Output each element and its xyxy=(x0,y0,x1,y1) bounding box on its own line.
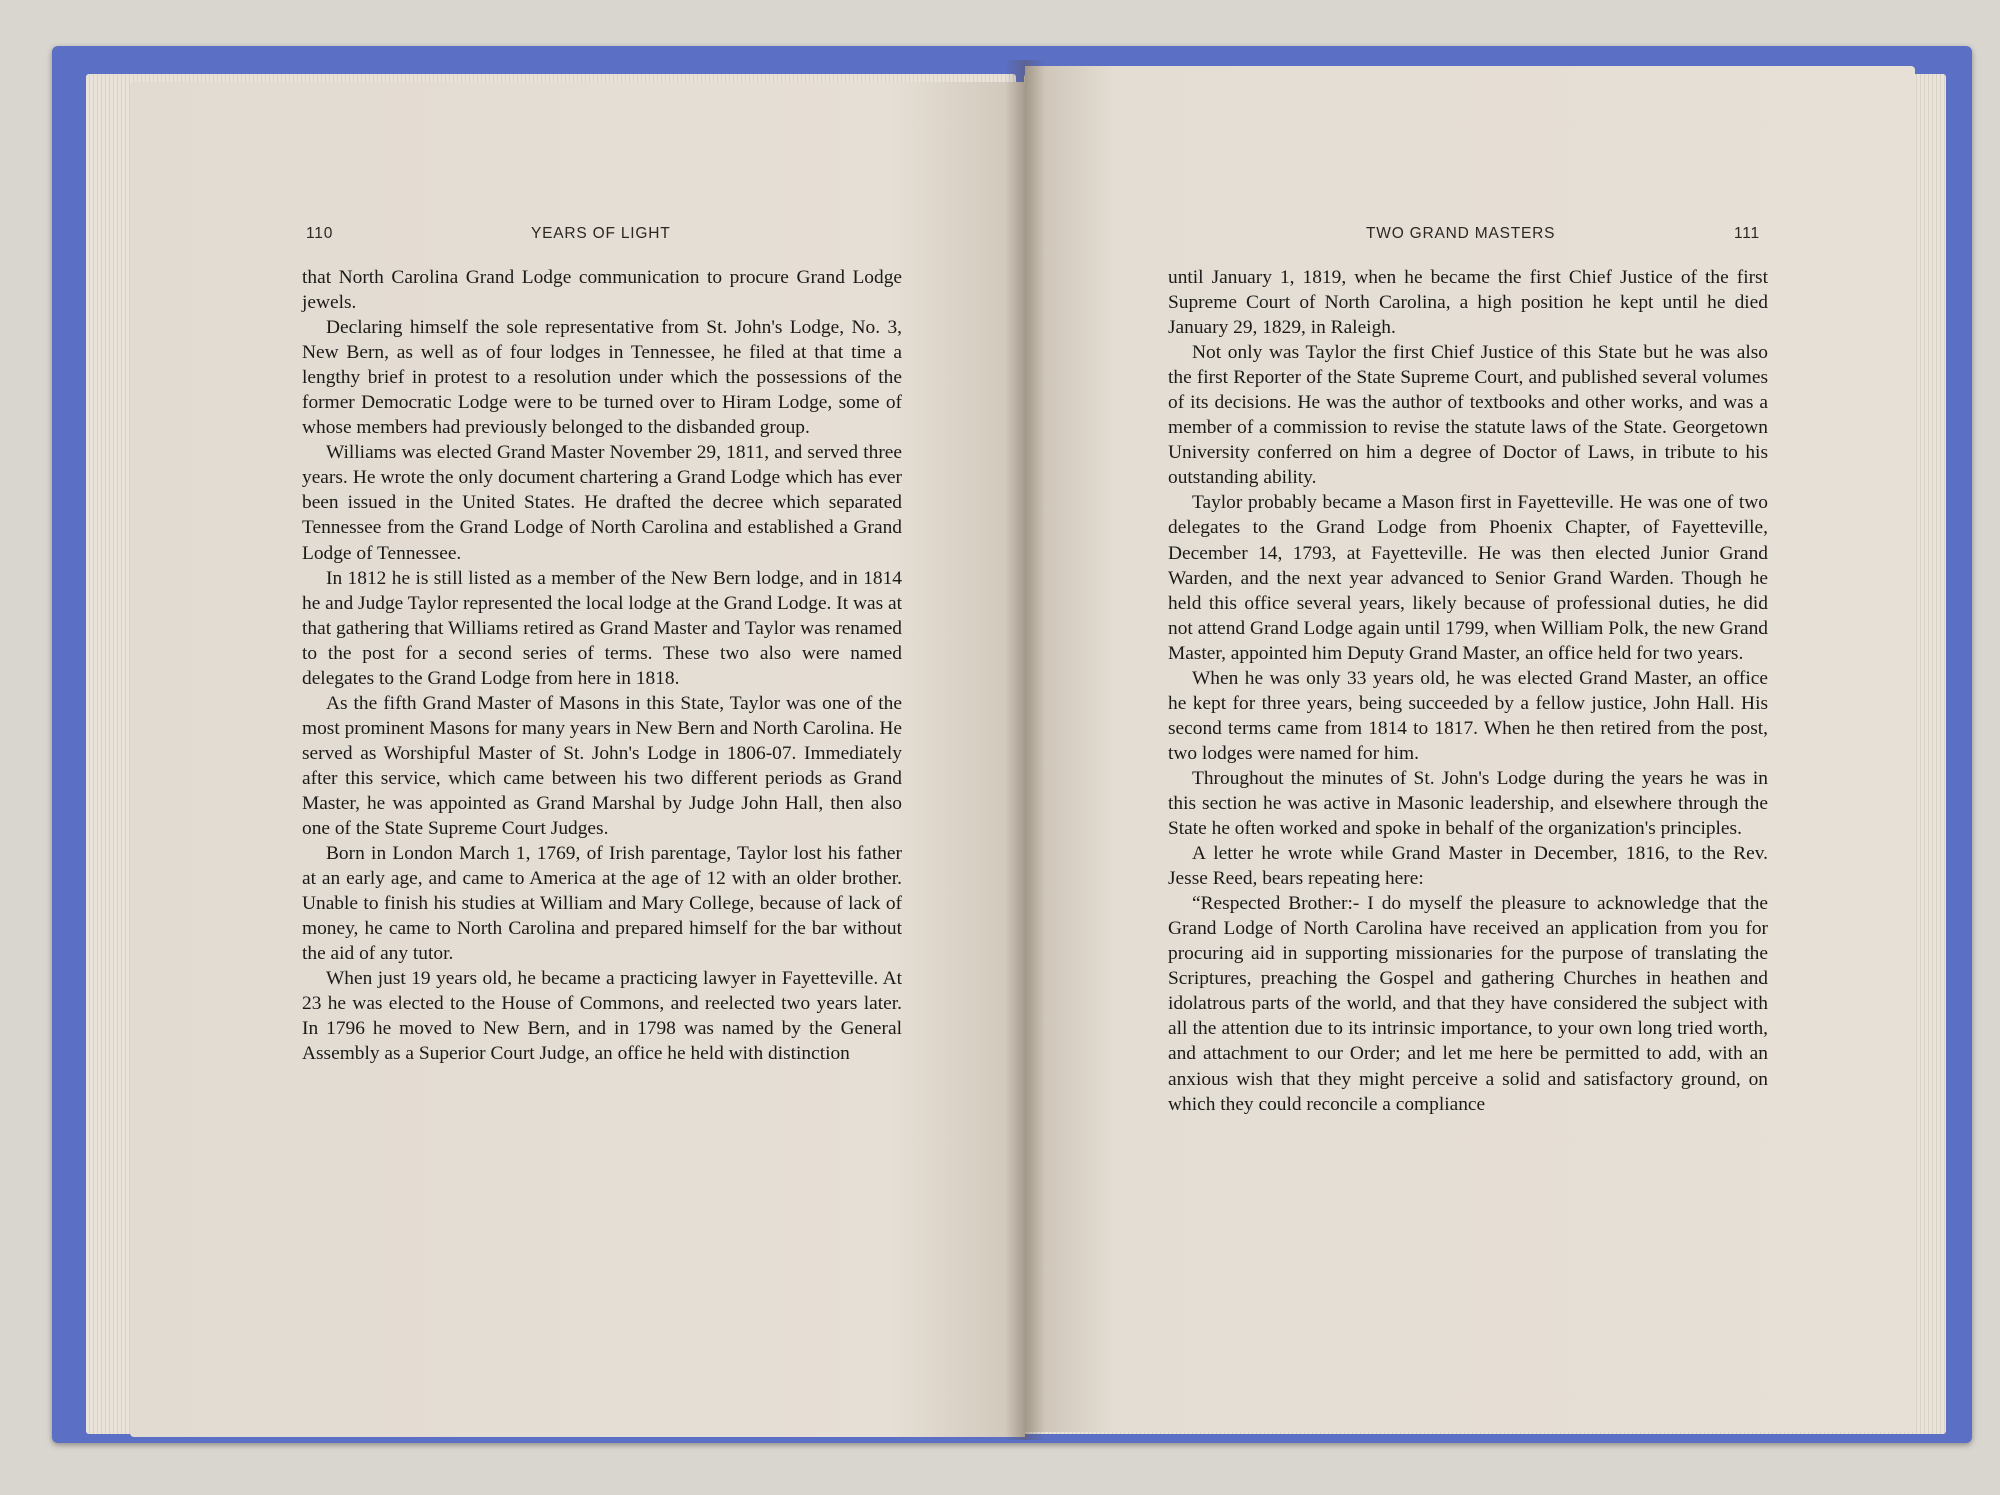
paragraph: When he was only 33 years old, he was elected Grand Master, an office he kept for three years, being succeeded by a fellow justice, John Hall. His second terms came from 1814 to 1817. When he then retired from the post, two lodges were named for him. xyxy=(1168,667,1768,764)
left-page-body xyxy=(302,265,902,1067)
paragraph: Born in London March 1, 1769, of Irish parentage, Taylor lost his father at an early age, and came to America at the age of 12 with an older brother. Unable to finish his studies at William and Mary College, because of lack of money, he came to North Carolina and prepared himself for the bar without the aid of any tutor. xyxy=(302,843,902,965)
paragraph: Declaring himself the sole representative from St. John's Lodge, No. 3, New Bern, as well as of four lodges in Tennessee, he filed at that time a lengthy brief in protest to a resolution under which the possessions of the former Democratic Lodge were to be turned over to Hiram Lodge, some of whose members had previously belonged to the disbanded group. xyxy=(302,317,902,439)
paragraph: In 1812 he is still listed as a member of the New Bern lodge, and in 1814 he and Judge Taylor represented the local lodge at the Grand Lodge. It was at that gathering that Williams retired as Grand Master and Taylor was renamed to the post for a second series of terms. These two also were named delegates to the Grand Lodge from here in 1818. xyxy=(302,567,902,689)
right-page-number: 111 xyxy=(1734,225,1760,242)
paragraph: Not only was Taylor the first Chief Justice of this State but he was also the first Reporter of the State Supreme Court, and published several volumes of its decisions. He was the author of textbooks and other works, and was a member of a commission to revise the statute laws of the State. Georgetown University conferred on him a degree of Doctor of Laws, in tribute to his outstanding ability. xyxy=(1168,342,1768,489)
left-running-head: YEARS OF LIGHT xyxy=(531,225,671,242)
left-page-number: 110 xyxy=(306,225,334,242)
paragraph: A letter he wrote while Grand Master in December, 1816, to the Rev. Jesse Reed, bears repeating here: xyxy=(1168,843,1768,890)
right-running-header xyxy=(1168,225,1768,249)
paragraph: that North Carolina Grand Lodge communication to procure Grand Lodge jewels. xyxy=(302,267,902,314)
paragraph: “Respected Brother:- I do myself the pleasure to acknowledge that the Grand Lodge of North Carolina have received an application from you for procuring aid in supporting missionaries for the purpose of translating the Scriptures, preaching the Gospel and gathering Churches in heathen and idolatrous parts of the world, and that they have considered the subject with all the attention due to its intrinsic importance, to your own long tried worth, and attachment to our Order; and let me here be permitted to add, with an anxious wish that they might perceive a solid and satisfactory ground, on which they could reconcile a compliance xyxy=(1168,893,1768,1115)
paragraph: until January 1, 1819, when he became the first Chief Justice of the first Supreme Court of North Carolina, a high position he kept until he died January 29, 1829, in Raleigh. xyxy=(1168,267,1768,339)
book-gutter xyxy=(1005,60,1045,1440)
paragraph: Throughout the minutes of St. John's Lodge during the years he was in this section he was active in Masonic leadership, and elsewhere through the State he often worked and spoke in behalf of the organization's principles. xyxy=(1168,767,1768,840)
paragraph: Taylor probably became a Mason first in Fayetteville. He was one of two delegates to the Grand Lodge from Phoenix Chapter, of Fayetteville, December 14, 1793, at Fayetteville. He was then elected Junior Grand Warden, and the next year advanced to Senior Grand Warden. Though he held this office several years, likely because of professional duties, he did not attend Grand Lodge again until 1799, when William Polk, the new Grand Master, appointed him Deputy Grand Master, an office held for two years. xyxy=(1168,492,1768,664)
left-running-header xyxy=(306,225,906,249)
right-running-head: TWO GRAND MASTERS xyxy=(1366,225,1556,242)
paragraph: As the fifth Grand Master of Masons in this State, Taylor was one of the most prominent Masons for many years in New Bern and North Carolina. He served as Worshipful Master of St. John's Lodge in 1806-07. Immediately after this service, which came between his two different periods as Grand Master, he was appointed as Grand Marshal by Judge John Hall, then also one of the State Supreme Court Judges. xyxy=(302,692,902,840)
paragraph: When just 19 years old, he became a practicing lawyer in Fayetteville. At 23 he was elected to the House of Commons, and reelected two years later. In 1796 he moved to New Bern, and in 1798 was named by the General Assembly as a Superior Court Judge, an office he held with distinction xyxy=(302,968,902,1065)
right-page-body xyxy=(1168,265,1768,1117)
paragraph: Williams was elected Grand Master November 29, 1811, and served three years. He wrote the only document chartering a Grand Lodge which has ever been issued in the United States. He drafted the decree which separated Tennessee from the Grand Lodge of North Carolina and established a Grand Lodge of Tennessee. xyxy=(302,442,902,564)
